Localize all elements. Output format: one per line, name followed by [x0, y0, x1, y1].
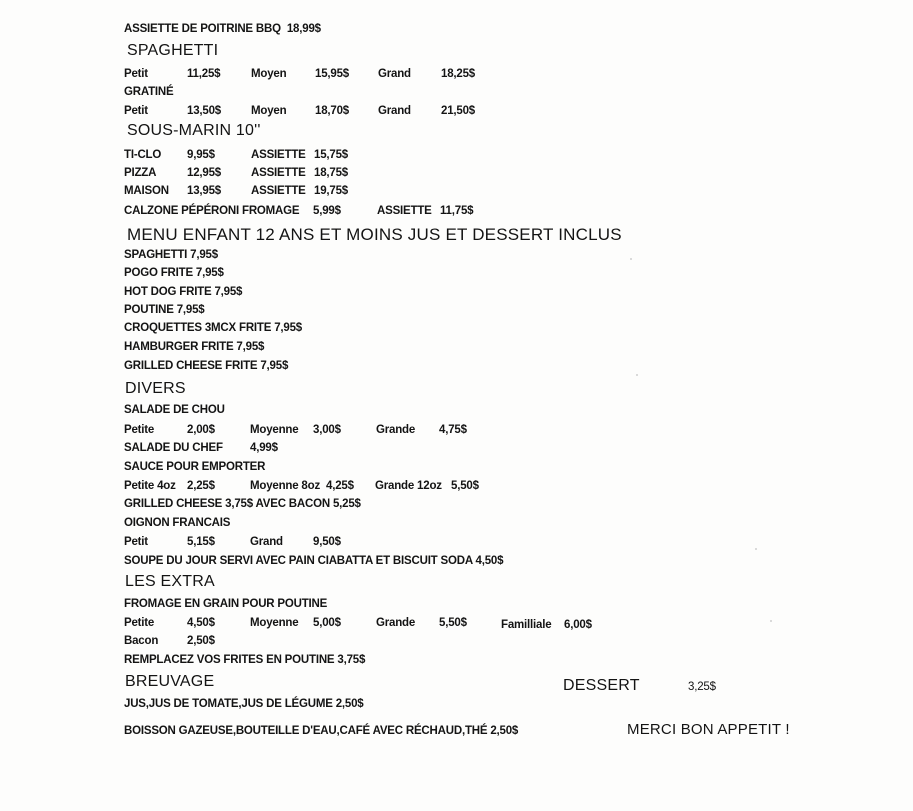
- price: 18,25$: [441, 68, 475, 80]
- size-label: Petit: [124, 68, 148, 80]
- item-name: BOISSON GAZEUSE,BOUTEILLE D'EAU,CAFÉ AVEC RÉCHAUD,THÉ 2,50$: [124, 725, 519, 737]
- price: 13,50$: [187, 105, 221, 117]
- item-price: 18,99$: [286, 23, 321, 35]
- price: 3,00$: [313, 424, 341, 436]
- price: 18,70$: [315, 105, 349, 117]
- size-label: Grande 12oz: [375, 480, 442, 492]
- price: 12,95$: [187, 167, 221, 179]
- section-title-spaghetti: SPAGHETTI: [127, 42, 219, 59]
- size-label: Petite: [124, 617, 155, 629]
- item-name: TI-CLO: [124, 149, 162, 161]
- assiette-label: ASSIETTE: [377, 205, 432, 217]
- size-label: Grande: [376, 617, 416, 629]
- price: 4,75$: [439, 424, 467, 436]
- size-label: Petit: [124, 536, 148, 548]
- price: 4,25$: [326, 480, 354, 492]
- item-name: PIZZA: [124, 167, 157, 179]
- item-name: ASSIETTE DE POITRINE BBQ: [124, 23, 281, 35]
- section-title-enfant: MENU ENFANT 12 ANS ET MOINS JUS ET DESSERT INCLUS: [127, 225, 622, 244]
- assiette-label: ASSIETTE: [251, 185, 306, 197]
- section-title-divers: DIVERS: [125, 380, 186, 397]
- bbq-item: [124, 23, 321, 35]
- assiette-label: ASSIETTE: [251, 149, 306, 161]
- item-name: SALADE DE CHOU: [124, 404, 225, 416]
- dessert-price: 3,25$: [688, 681, 716, 693]
- price: 5,99$: [313, 205, 341, 217]
- price: 5,00$: [313, 617, 341, 629]
- size-label: Moyenne: [250, 424, 299, 436]
- list-item: SPAGHETTI 7,95$: [124, 249, 218, 261]
- price: 2,25$: [187, 480, 215, 492]
- item-name: SALADE DU CHEF: [124, 442, 223, 454]
- price: 15,75$: [314, 149, 348, 161]
- list-item: HAMBURGER FRITE 7,95$: [124, 341, 265, 353]
- item-name: FROMAGE EN GRAIN POUR POUTINE: [124, 598, 328, 610]
- size-label: Grand: [378, 105, 411, 117]
- item-name: Bacon: [124, 635, 159, 647]
- size-label: Grande: [376, 424, 416, 436]
- item-name: GRILLED CHEESE 3,75$ AVEC BACON 5,25$: [124, 498, 361, 510]
- price: 21,50$: [441, 105, 475, 117]
- list-item: HOT DOG FRITE 7,95$: [124, 286, 243, 298]
- scan-speck: [770, 620, 772, 622]
- price: 4,99$: [250, 442, 278, 454]
- price: 6,00$: [564, 619, 592, 631]
- list-item: POUTINE 7,95$: [124, 304, 205, 316]
- price: 5,50$: [439, 617, 467, 629]
- price: 9,50$: [313, 536, 341, 548]
- size-label: Grand: [378, 68, 411, 80]
- size-label: Petite: [124, 424, 155, 436]
- size-label: Moyen: [251, 68, 287, 80]
- size-label: Moyen: [251, 105, 287, 117]
- list-item: CROQUETTES 3MCX FRITE 7,95$: [124, 322, 302, 334]
- item-name: OIGNON FRANCAIS: [124, 517, 231, 529]
- size-label: Familliale: [501, 619, 552, 631]
- size-label: Moyenne 8oz: [250, 480, 321, 492]
- price: 19,75$: [314, 185, 348, 197]
- item-name: REMPLACEZ VOS FRITES EN POUTINE 3,75$: [124, 654, 366, 666]
- size-label: Moyenne: [250, 617, 299, 629]
- price: 4,50$: [187, 617, 215, 629]
- item-name: MAISON: [124, 185, 169, 197]
- price: 5,50$: [451, 480, 479, 492]
- size-label: Petite 4oz: [124, 480, 176, 492]
- price: 5,15$: [187, 536, 215, 548]
- item-name: SAUCE POUR EMPORTER: [124, 461, 266, 473]
- list-item: POGO FRITE 7,95$: [124, 267, 224, 279]
- scan-speck: [755, 548, 757, 550]
- item-name: SOUPE DU JOUR SERVI AVEC PAIN CIABATTA ET BISCUIT SODA 4,50$: [124, 555, 504, 567]
- price: 11,75$: [440, 205, 474, 217]
- price: 2,50$: [187, 635, 215, 647]
- section-title-dessert: DESSERT: [563, 677, 640, 694]
- price: 18,75$: [314, 167, 348, 179]
- section-title-extra: LES EXTRA: [125, 573, 215, 590]
- price: 13,95$: [187, 185, 221, 197]
- price: 2,00$: [187, 424, 215, 436]
- price: 11,25$: [187, 68, 221, 80]
- gratine-label: GRATINÉ: [124, 86, 174, 98]
- list-item: GRILLED CHEESE FRITE 7,95$: [124, 360, 289, 372]
- size-label: Grand: [250, 536, 283, 548]
- size-label: Petit: [124, 105, 148, 117]
- scan-speck: [636, 374, 638, 376]
- section-title-breuvage: BREUVAGE: [125, 673, 215, 690]
- section-title-sous-marin: SOUS-MARIN 10'': [127, 122, 261, 139]
- price: 9,95$: [187, 149, 215, 161]
- price: 15,95$: [315, 68, 349, 80]
- item-name: CALZONE PÉPÉRONI FROMAGE: [124, 205, 300, 217]
- closing-message: MERCI BON APPETIT !: [627, 721, 790, 738]
- item-name: JUS,JUS DE TOMATE,JUS DE LÉGUME 2,50$: [124, 698, 364, 710]
- assiette-label: ASSIETTE: [251, 167, 306, 179]
- scan-speck: [630, 258, 632, 260]
